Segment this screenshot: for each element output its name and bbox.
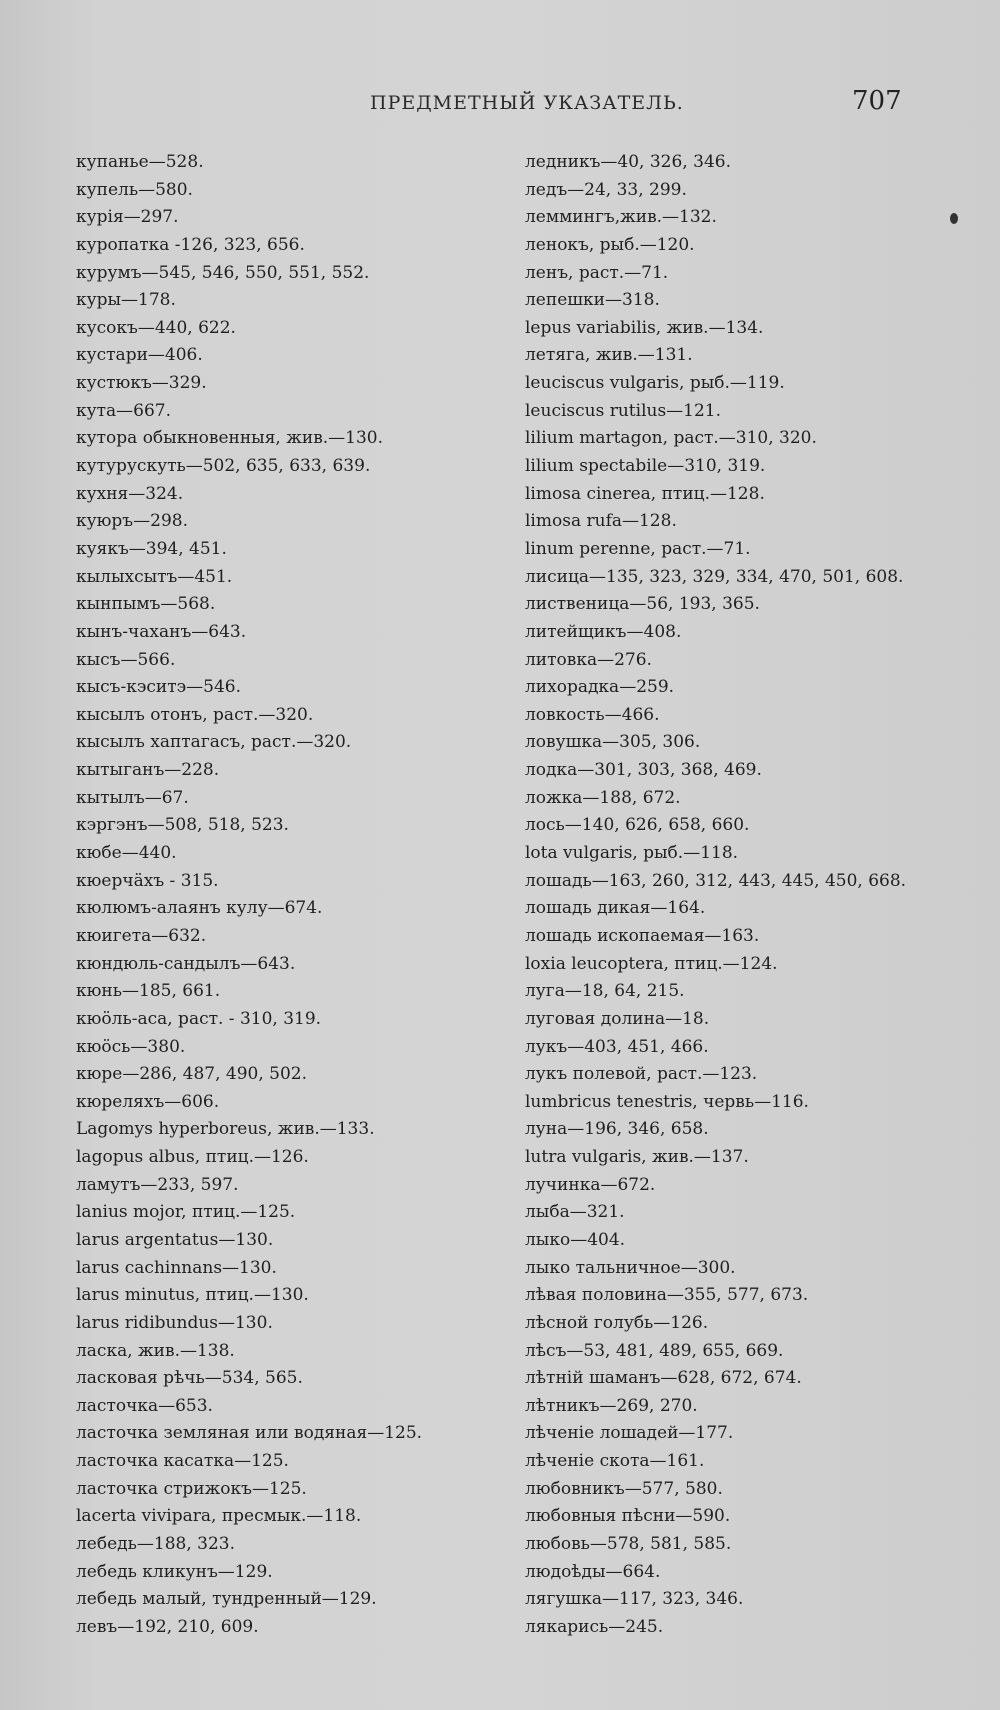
index-entry: ласточка касатка—125. [76,1451,289,1472]
index-entry: лошадь дикая—164. [525,898,706,919]
index-entry: любовь—578, 581, 585. [525,1534,732,1555]
index-entry: кысылъ хаптагасъ, раст.—320. [76,732,352,753]
index-entry: ласковая рѣчь—534, 565. [76,1368,303,1389]
index-entry: лисица—135, 323, 329, 334, 470, 501, 608. [525,566,904,587]
index-entry: лошадь ископаемая—163. [525,925,760,946]
index-entry: лѣсной голубь—126. [525,1312,709,1333]
index-entry: лѣтникъ—269, 270. [525,1395,698,1416]
index-entry: лукъ—403, 451, 466. [525,1036,709,1057]
index-column-right [525,149,975,1642]
index-entry: лиственица—56, 193, 365. [525,594,760,615]
index-entry: ленъ, раст.—71. [525,262,669,283]
index-entry: ловушка—305, 306. [525,732,701,753]
index-entry: куюръ—298. [76,511,188,532]
index-entry: курумъ—545, 546, 550, 551, 552. [76,262,370,283]
index-entry: lagopus albus, птиц.—126. [76,1147,309,1168]
index-entry: любовникъ—577, 580. [525,1478,723,1499]
index-entry: кута—667. [76,400,172,421]
index-entry: кюнь—185, 661. [76,981,221,1002]
index-entry: куякъ—394, 451. [76,538,227,559]
index-entry: левъ—192, 210, 609. [76,1616,259,1637]
index-entry: lanius mojor, птиц.—125. [76,1202,296,1223]
index-entry: ловкость—466. [525,704,660,725]
index-entry: лякарись—245. [525,1616,664,1637]
index-entry: куры—178. [76,290,176,311]
index-entry: кытылъ—67. [76,787,189,808]
index-entry: литейщикъ—408. [525,621,682,642]
index-entry: кюöсь—380. [76,1036,186,1057]
index-entry: кюндюль-сандылъ—643. [76,953,296,974]
index-entry: ледникъ—40, 326, 346. [525,152,731,172]
index-entry: кюöль-аса, раст. - 310, 319. [76,1008,322,1029]
index-entry: lumbricus tenestris, червь—116. [525,1091,809,1112]
index-entry: larus cachinnans—130. [76,1257,277,1278]
index-entry: larus ridibundus—130. [76,1312,273,1333]
index-entry: кюре—286, 487, 490, 502. [76,1064,307,1085]
ink-speck [950,213,958,224]
index-entry: летяга, жив.—131. [525,345,693,366]
index-entry: leuciscus vulgaris, рыб.—119. [525,373,785,394]
index-entry: лучинка—672. [525,1174,656,1195]
index-entry: ледъ—24, 33, 299. [525,179,687,200]
index-entry: лыко тальничное—300. [525,1257,736,1278]
index-entry: ласточка—653. [76,1395,213,1416]
index-entry: лѣтній шаманъ—628, 672, 674. [525,1368,802,1389]
index-entry: людоѣды—664. [525,1561,661,1582]
index-entry: кынпымъ—568. [76,594,216,615]
index-entry: lutra vulgaris, жив.—137. [525,1147,749,1168]
index-entry: кысылъ отонъ, раст.—320. [76,704,314,725]
index-entry: лебедь—188, 323. [76,1534,235,1555]
index-entry: кюлюмъ-алаянъ кулу—674. [76,898,323,919]
index-entry: курія—297. [76,207,179,228]
index-entry: кысъ—566. [76,649,176,670]
index-entry: лихорадка—259. [525,677,675,698]
index-entry: кынъ-чаханъ—643. [76,621,247,642]
index-entry: лыба—321. [525,1202,625,1223]
index-entry: луга—18, 64, 215. [525,981,685,1002]
index-entry: лягушка—117, 323, 346. [525,1589,744,1610]
index-entry: ламутъ—233, 597. [76,1174,239,1195]
index-entry: limosa rufa—128. [525,511,677,532]
index-entry: кюреляхъ—606. [76,1091,220,1112]
index-entry: кюбе—440. [76,843,177,864]
index-entry: кутурускуть—502, 635, 633, 639. [76,456,371,477]
index-entry: лѣченіе лошадей—177. [525,1423,734,1444]
index-entry: кухня—324. [76,483,184,504]
index-column-left [76,149,511,1642]
index-entry: lilium spectabile—310, 319. [525,456,766,477]
index-entry: ласточка стрижокъ—125. [76,1478,307,1499]
index-entry: кустари—406. [76,345,203,366]
index-entry: лукъ полевой, раст.—123. [525,1064,758,1085]
index-entry: лѣсъ—53, 481, 489, 655, 669. [525,1340,784,1361]
index-entry: кустюкъ—329. [76,373,207,394]
page-title: ПРЕДМЕТНЫЙ УКАЗАТЕЛЬ. [370,92,684,114]
index-entry: lilium martagon, раст.—310, 320. [525,428,817,449]
index-entry: луговая долина—18. [525,1008,710,1029]
index-entry: лебедь малый, тундренный—129. [76,1589,377,1610]
index-entry: ласточка земляная или водяная—125. [76,1423,423,1444]
index-entry: limosa cinerea, птиц.—128. [525,483,765,504]
index-entry: кюигета—632. [76,925,207,946]
page-header [0,86,1000,124]
index-entry: кэргэнъ—508, 518, 523. [76,815,289,836]
index-entry: ласка, жив.—138. [76,1340,235,1361]
index-entry: lacerta vivipara, пресмык.—118. [76,1506,362,1527]
page-number: 707 [852,86,902,116]
index-entry: larus minutus, птиц.—130. [76,1285,309,1306]
index-entry: лепешки—318. [525,290,660,311]
index-entry: лѣвая половина—355, 577, 673. [525,1285,809,1306]
index-entry: lota vulgaris, рыб.—118. [525,843,739,864]
index-entry: Lagomys hyperboreus, жив.—133. [76,1119,375,1140]
index-entry: кутора обыкновенныя, жив.—130. [76,428,384,449]
index-entry: linum perenne, раст.—71. [525,538,751,559]
index-entry: лебедь кликунъ—129. [76,1561,273,1582]
index-entry: лыко—404. [525,1229,626,1250]
index-entry: лодка—301, 303, 368, 469. [525,760,762,781]
index-entry: луна—196, 346, 658. [525,1119,709,1140]
index-entry: кысъ-кэситэ—546. [76,677,242,698]
index-entry: loxia leucoptera, птиц.—124. [525,953,778,974]
index-entry: лошадь—163, 260, 312, 443, 445, 450, 668. [525,870,907,891]
index-entry: кюерчäхъ - 315. [76,870,219,891]
index-entry: лось—140, 626, 658, 660. [525,815,750,836]
index-entry: кытыганъ—228. [76,760,220,781]
index-entry: купанье—528. [76,152,204,172]
index-entry: ложка—188, 672. [525,787,681,808]
index-entry: купель—580. [76,179,193,200]
index-entry: кусокъ—440, 622. [76,317,236,338]
index-entry: леммингъ,жив.—132. [525,207,717,228]
index-entry: larus argentatus—130. [76,1229,274,1250]
index-entry: ленокъ, рыб.—120. [525,234,695,255]
index-entry: кылыхсытъ—451. [76,566,233,587]
index-entry: любовныя пѣсни—590. [525,1506,731,1527]
index-entry: lepus variabilis, жив.—134. [525,317,764,338]
index-entry: литовка—276. [525,649,652,670]
index-entry: leuciscus rutilus—121. [525,400,722,421]
index-entry: куропатка -126, 323, 656. [76,234,305,255]
index-entry: лѣченіе скота—161. [525,1451,705,1472]
